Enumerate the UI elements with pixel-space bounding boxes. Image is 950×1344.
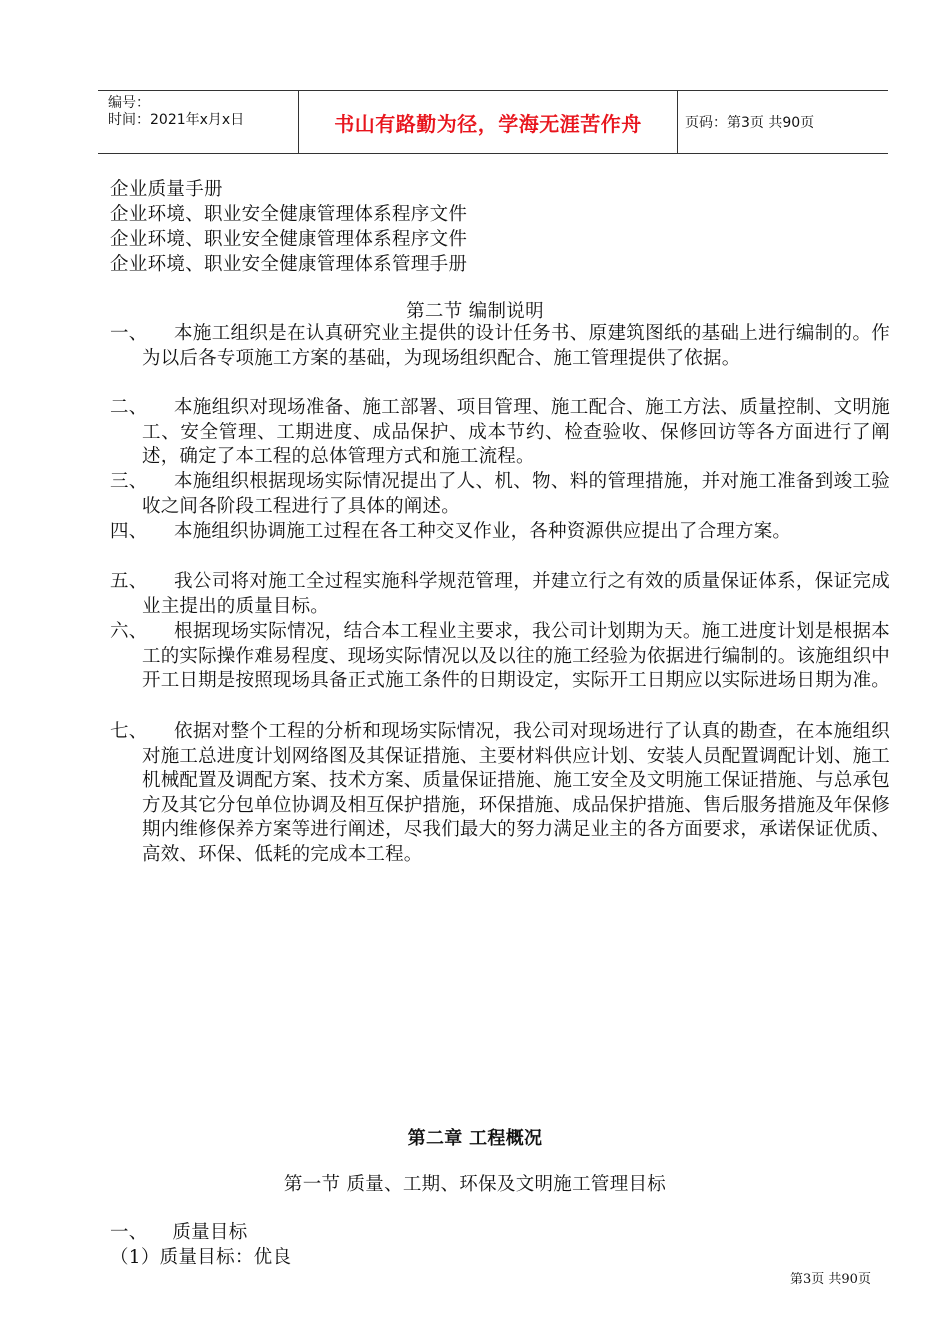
header-meta-cell <box>98 91 298 153</box>
list-item <box>110 570 890 619</box>
intro-line: 企业环境、职业安全健康管理体系程序文件 <box>110 204 468 225</box>
number-label: 编号： <box>108 95 150 111</box>
list-item-text: 根据现场实际情况，结合本工程业主要求，我公司计划期为天。施工进度计划是根据本工的实际操作难易程度、现场实际情况以及以往的施工经验为依据进行编制的。该施组织中开工日期是按照现场具备正式施工条件的日期设定，实际开工日期应以实际进场日期为准。 <box>142 621 891 691</box>
list-item <box>110 620 890 694</box>
document-header <box>98 90 888 154</box>
list-item <box>110 396 890 470</box>
list-item <box>110 470 890 519</box>
chapter-title: 第二章 工程概况 <box>407 1128 543 1149</box>
intro-line: 企业质量手册 <box>110 179 223 200</box>
goal-heading: 一、 质量目标 <box>110 1222 248 1243</box>
list-item-text: 本施组织根据现场实际情况提出了人、机、物、料的管理措施，并对施工准备到竣工验收之间各阶段工程进行了具体的阐述。 <box>142 471 890 517</box>
subsection-title: 第一节 质量、工期、环保及文明施工管理目标 <box>283 1174 667 1195</box>
list-item-number: 七、 <box>110 721 148 742</box>
motto-text: 书山有路勤为径，学海无涯苦作舟 <box>334 111 642 136</box>
header-motto-cell <box>298 91 678 153</box>
list-item-number: 四、 <box>110 521 148 542</box>
list-item-number: 三、 <box>110 471 148 492</box>
intro-line: 企业环境、职业安全健康管理体系管理手册 <box>110 254 468 275</box>
intro-line: 企业环境、职业安全健康管理体系程序文件 <box>110 229 468 250</box>
section-title: 第二节 编制说明 <box>406 301 544 322</box>
list-item <box>110 720 890 867</box>
list-item-text: 本施组织对现场准备、施工部署、项目管理、施工配合、施工方法、质量控制、文明施工、安全管理、工期进度、成品保护、成本节约、检查验收、保修回访等各方面进行了阐述，确定了本工程的总体管理方式和施工流程。 <box>142 397 890 467</box>
list-item-text: 本施组织协调施工过程在各工种交叉作业，各种资源供应提出了合理方案。 <box>174 521 792 542</box>
list-item-text: 依据对整个工程的分析和现场实际情况，我公司对现场进行了认真的勘查，在本施组织对施工总进度计划网络图及其保证措施、主要材料供应计划、安装人员配置调配计划、施工机械配置及调配方案、技术方案、质量保证措施、施工安全及文明施工保证措施、与总承包方及其它分包单位协调及相互保护措施，环保措施、成品保护措施、售后服务措施及年保修期内维修保养方案等进行阐述，尽我们最大的努力满足业主的各方面要求，承诺保证优质、高效、环保、低耗的完成本工程。 <box>142 721 891 865</box>
time-label: 时间：2021年x月x日 <box>108 112 245 128</box>
page-info: 页码：第3页 共90页 <box>685 115 815 131</box>
list-item-number: 一、 <box>110 323 148 344</box>
list-item-number: 六、 <box>110 621 148 642</box>
goal-item: （1）质量目标：优良 <box>110 1247 292 1268</box>
list-item <box>110 520 890 545</box>
list-item-text: 本施工组织是在认真研究业主提供的设计任务书、原建筑图纸的基础上进行编制的。作为以后各专项施工方案的基础，为现场组织配合、施工管理提供了依据。 <box>142 323 890 369</box>
list-item-number: 五、 <box>110 571 148 592</box>
list-item <box>110 322 890 371</box>
page-footer: 第3页 共90页 <box>790 1272 871 1287</box>
list-item-text: 我公司将对施工全过程实施科学规范管理，并建立行之有效的质量保证体系，保证完成业主提出的质量目标。 <box>142 571 890 617</box>
list-item-number: 二、 <box>110 397 148 418</box>
